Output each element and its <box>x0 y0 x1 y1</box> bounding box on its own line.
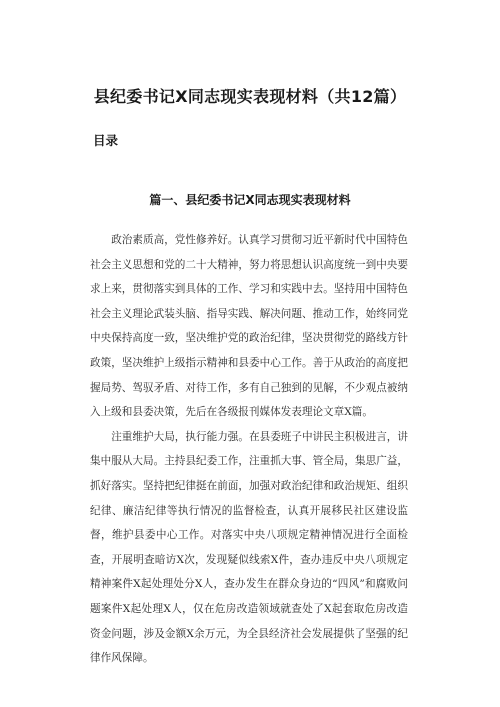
document-title: 县纪委书记X同志现实表现材料（共12篇） <box>93 87 407 106</box>
paragraph-1: 政治素质高，党性修养好。认真学习贯彻习近平新时代中国特色社会主义思想和党的二十大精神，努力将思想认识高度统一到中央要求上来，贯彻落实到具体的工作、学习和实践中去。坚持用中国特色社会主义理论武装头脑、指导实践、解决问题、推动工作，始终同党中央保持高度一致，坚决维护党的政治纪律，坚决贯彻党的路线方针政策，坚决维护上级指示精神和县委中心工作。善于从政治的高度把握局势、驾驭矛盾、对待工作，多有自己独到的见解，不少观点被纳入上级和县委决策，先后在各级报刊媒体发表理论文章X篇。 <box>90 234 408 419</box>
section-heading: 篇一、县纪委书记X同志现实表现材料 <box>149 193 351 207</box>
body-text <box>90 228 408 671</box>
paragraph-2: 注重维护大局，执行能力强。在县委班子中讲民主积极进言，讲集中服从大局。主持县纪委工作，注重抓大事、管全局，集思广益，抓好落实。坚持把纪律挺在前面，加强对政治纪律和政治规矩、组织纪律、廉洁纪律等执行情况的监督检查，认真开展移民社区建设监督，维护县委中心工作。对落实中央八项规定精神情况进行全面检查，开展明查暗访X次，发现疑似线索X件，查办违反中央八项规定精神案件X起处理处分X人，查办发生在群众身边的“四风”和腐败问题案件X起处理X人，仅在危房改造领域就查处了X起套取危房改造资金问题，涉及金额X余万元，为全县经济社会发展提供了坚强的纪律作风保障。 <box>90 430 408 665</box>
toc-label: 目录 <box>93 133 119 148</box>
